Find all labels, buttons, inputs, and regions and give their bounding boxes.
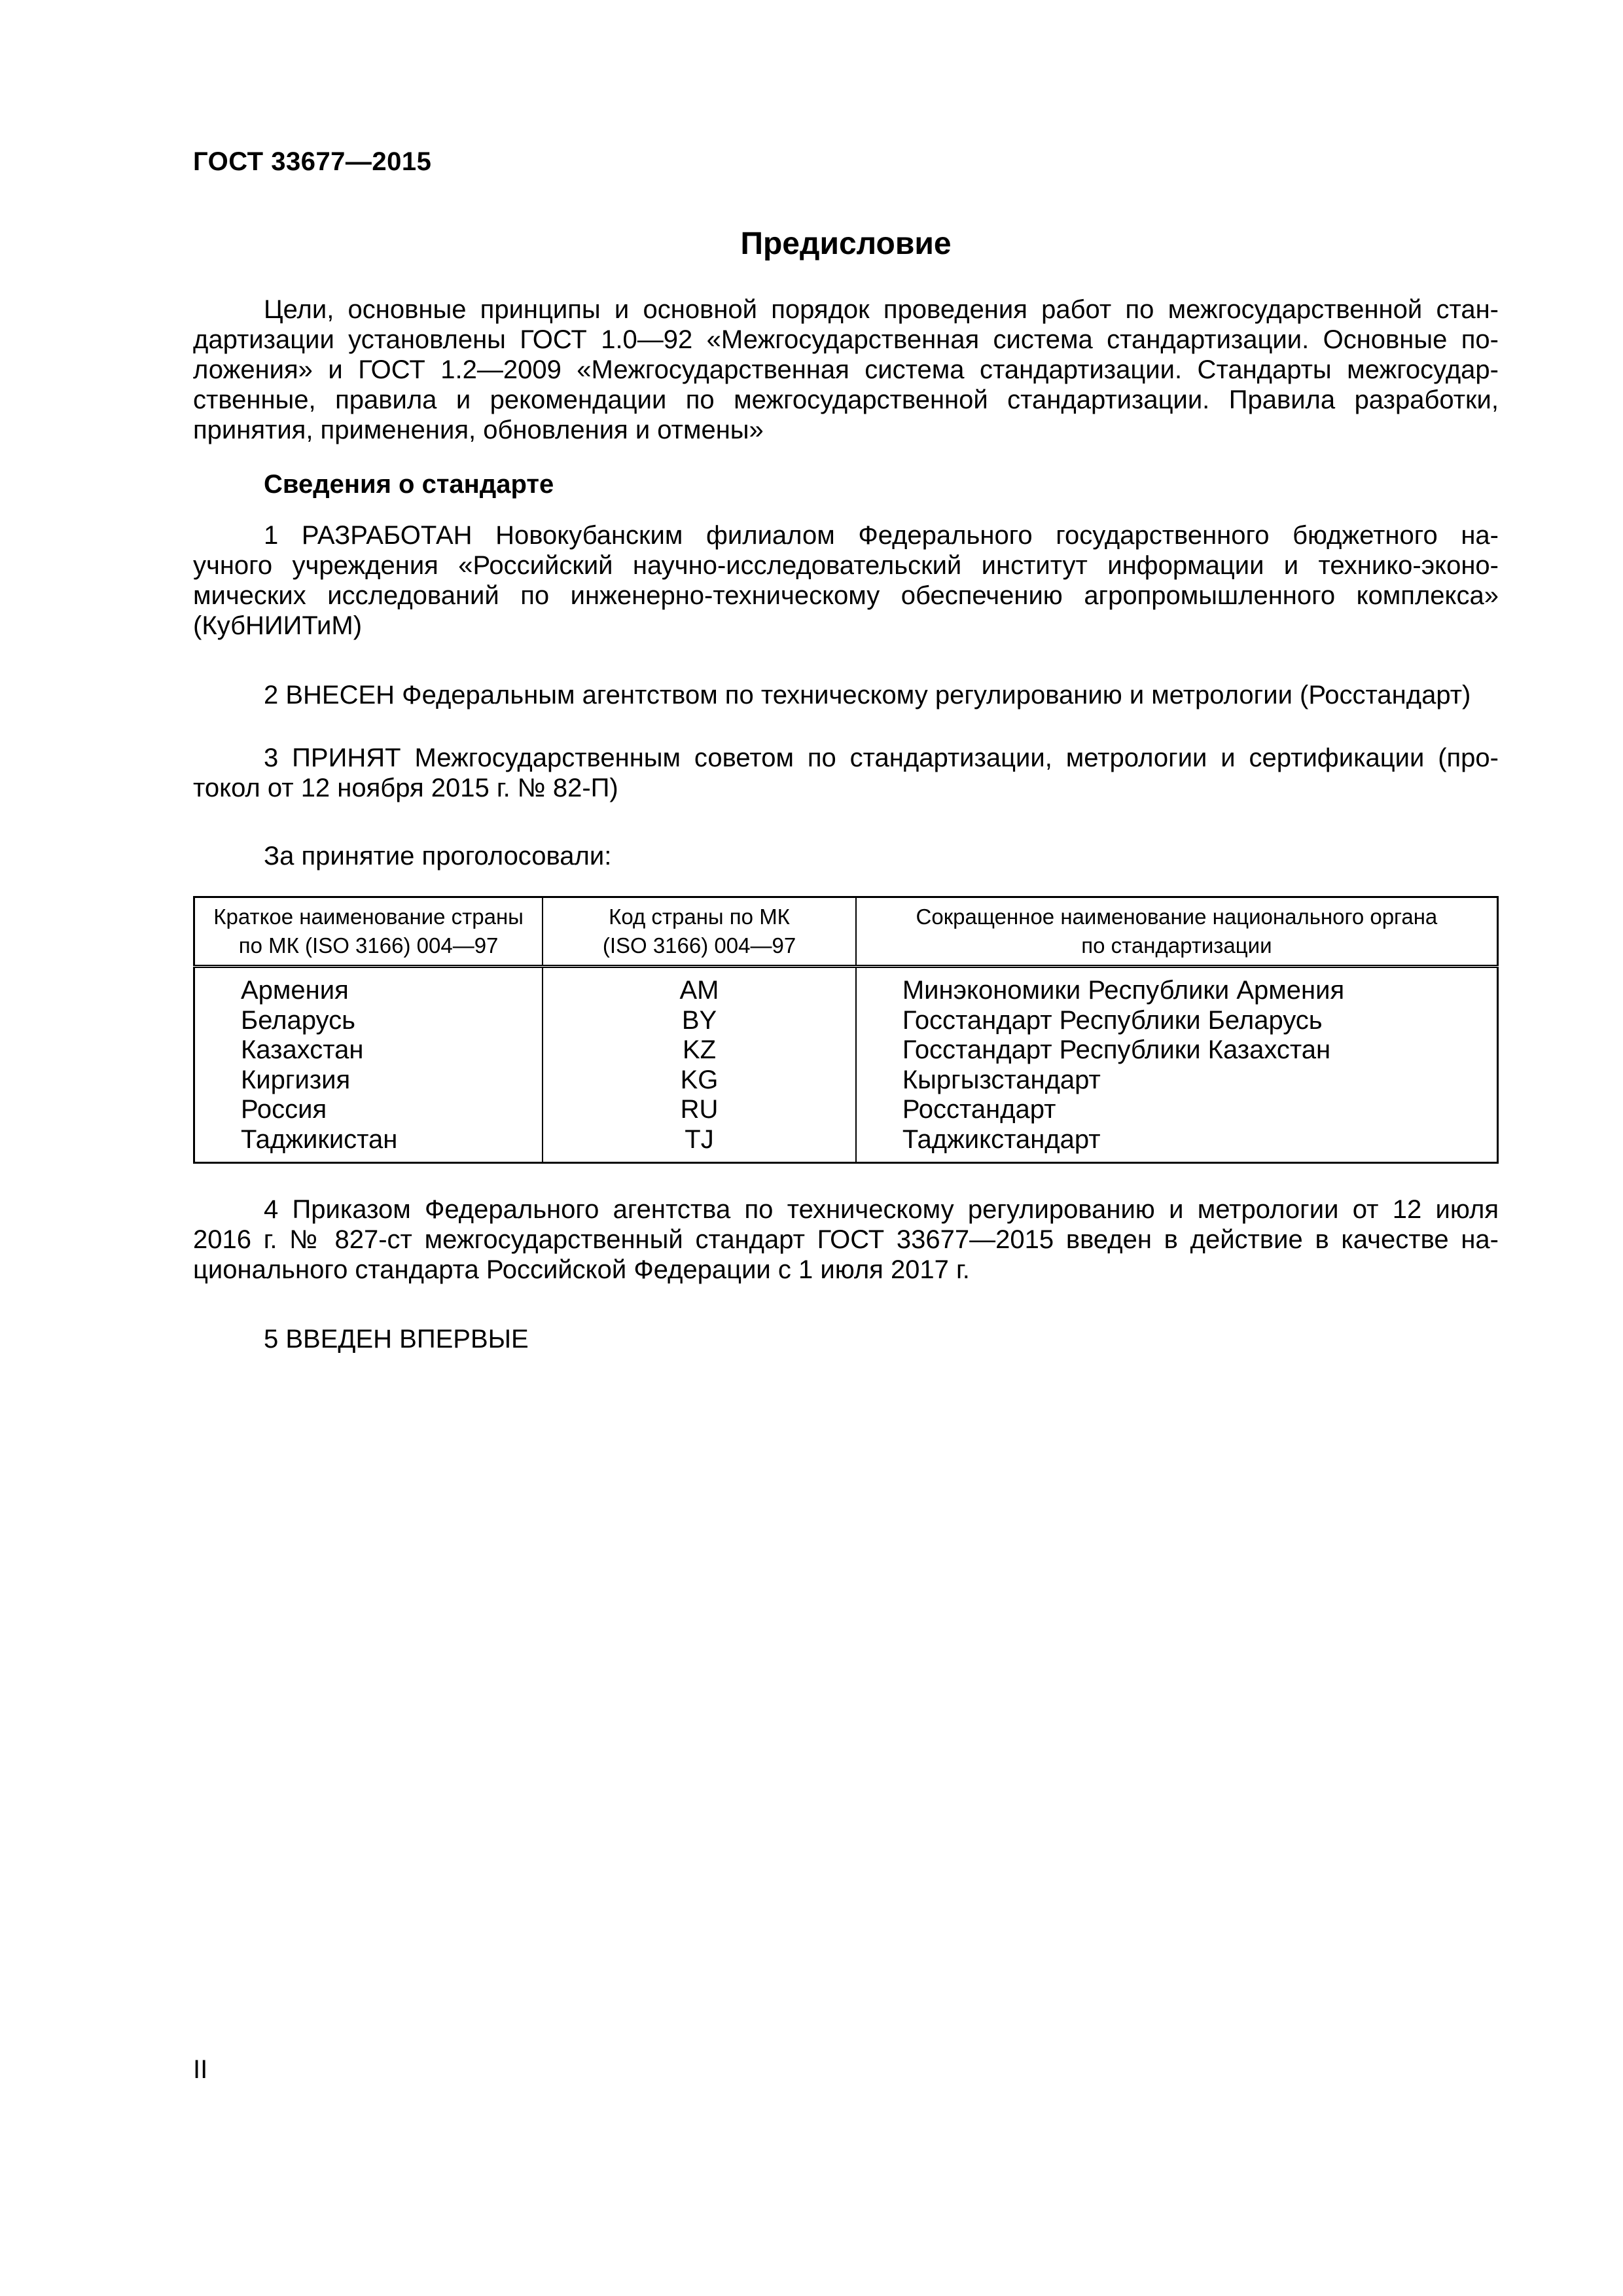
country-cell: Киргизия xyxy=(241,1065,351,1094)
item-1-paragraph xyxy=(193,520,1499,641)
column-header-line: (ISO 3166) 004—97 xyxy=(602,933,796,958)
code-cell: KG xyxy=(680,1065,719,1094)
item-1-line: мических исследований по инженерно-техническому обеспечению агропромышленного комплекса» xyxy=(193,581,1499,610)
body-cell: Росстандарт xyxy=(902,1095,1056,1124)
country-column xyxy=(194,967,543,1163)
item-3-line: 3 ПРИНЯТ Межгосударственным советом по стандартизации, метрологии и сертификации (про- xyxy=(264,744,1499,772)
code-cell: RU xyxy=(680,1095,719,1124)
column-header-line: Сокращенное наименование национального органа xyxy=(916,905,1438,929)
intro-line: ложения» и ГОСТ 1.2—2009 «Межгосударственная система стандартизации. Стандарты межгосудар- xyxy=(193,355,1499,384)
country-cell: Таджикистан xyxy=(241,1124,398,1154)
item-3-paragraph xyxy=(193,743,1499,803)
table-header-row xyxy=(194,897,1498,967)
page-title: Предисловие xyxy=(740,226,952,261)
column-header-line: Краткое наименование страны xyxy=(213,905,524,929)
item-4-line: 2016 г. № 827-ст межгосударственный стандарт ГОСТ 33677—2015 введен в действие в качестве на- xyxy=(193,1225,1499,1254)
item-4-paragraph xyxy=(193,1194,1499,1285)
item-1-line: (КубНИИТиМ) xyxy=(193,611,363,640)
country-cell: Казахстан xyxy=(241,1035,364,1064)
body-column xyxy=(856,967,1498,1163)
voted-label: За принятие проголосовали: xyxy=(264,842,612,870)
item-3-line: токол от 12 ноября 2015 г. № 82-П) xyxy=(193,774,618,802)
info-heading: Сведения о стандарте xyxy=(264,470,554,499)
column-header-line: Код страны по МК xyxy=(609,905,790,929)
item-4-line: 4 Приказом Федерального агентства по техническому регулированию и метрологии от 12 июля xyxy=(264,1195,1499,1224)
body-cell: Кыргызстандарт xyxy=(902,1065,1101,1094)
code-cell: KZ xyxy=(682,1035,717,1064)
code-cell: TJ xyxy=(685,1124,714,1154)
item-4-line: ционального стандарта Российской Федерации с 1 июля 2017 г. xyxy=(193,1255,970,1284)
intro-line: принятия, применения, обновления и отмены» xyxy=(193,416,764,444)
body-cell: Таджикстандарт xyxy=(902,1124,1101,1154)
column-header-body xyxy=(856,897,1498,967)
intro-line: Цели, основные принципы и основной порядок проведения работ по межгосударственной стан- xyxy=(264,295,1499,324)
code-cell: BY xyxy=(681,1005,717,1035)
item-5-paragraph: 5 ВВЕДЕН ВПЕРВЫЕ xyxy=(264,1325,529,1354)
item-1-line: учного учреждения «Российский научно-исследовательский институт информации и технико-эконо- xyxy=(193,551,1499,580)
table-body-row xyxy=(194,967,1498,1163)
country-cell: Беларусь xyxy=(241,1005,355,1035)
body-cell: Минэкономики Республики Армения xyxy=(902,976,1345,1005)
column-header-line: по МК (ISO 3166) 004—97 xyxy=(238,933,499,958)
voting-countries-table xyxy=(193,896,1499,1164)
column-header-line: по стандартизации xyxy=(1081,933,1272,958)
intro-line: ственные, правила и рекомендации по межгосударственной стандартизации. Правила разработки, xyxy=(193,386,1499,414)
column-header-code xyxy=(543,897,856,967)
standard-code-header: ГОСТ 33677—2015 xyxy=(193,147,432,176)
item-2-paragraph: 2 ВНЕСЕН Федеральным агентством по техническому регулированию и метрологии (Росстандарт) xyxy=(264,681,1471,709)
code-column xyxy=(543,967,856,1163)
body-cell: Госстандарт Республики Беларусь xyxy=(902,1005,1323,1035)
body-cell: Госстандарт Республики Казахстан xyxy=(902,1035,1331,1064)
code-cell: AM xyxy=(679,976,719,1005)
country-cell: Россия xyxy=(241,1095,327,1124)
intro-paragraph xyxy=(193,295,1499,445)
intro-line: дартизации установлены ГОСТ 1.0—92 «Межгосударственная система стандартизации. Основные по- xyxy=(193,325,1499,354)
country-cell: Армения xyxy=(241,976,349,1005)
column-header-country xyxy=(194,897,543,967)
item-1-line: 1 РАЗРАБОТАН Новокубанским филиалом Федерального государственного бюджетного на- xyxy=(264,521,1499,550)
page-number: II xyxy=(193,2055,208,2084)
